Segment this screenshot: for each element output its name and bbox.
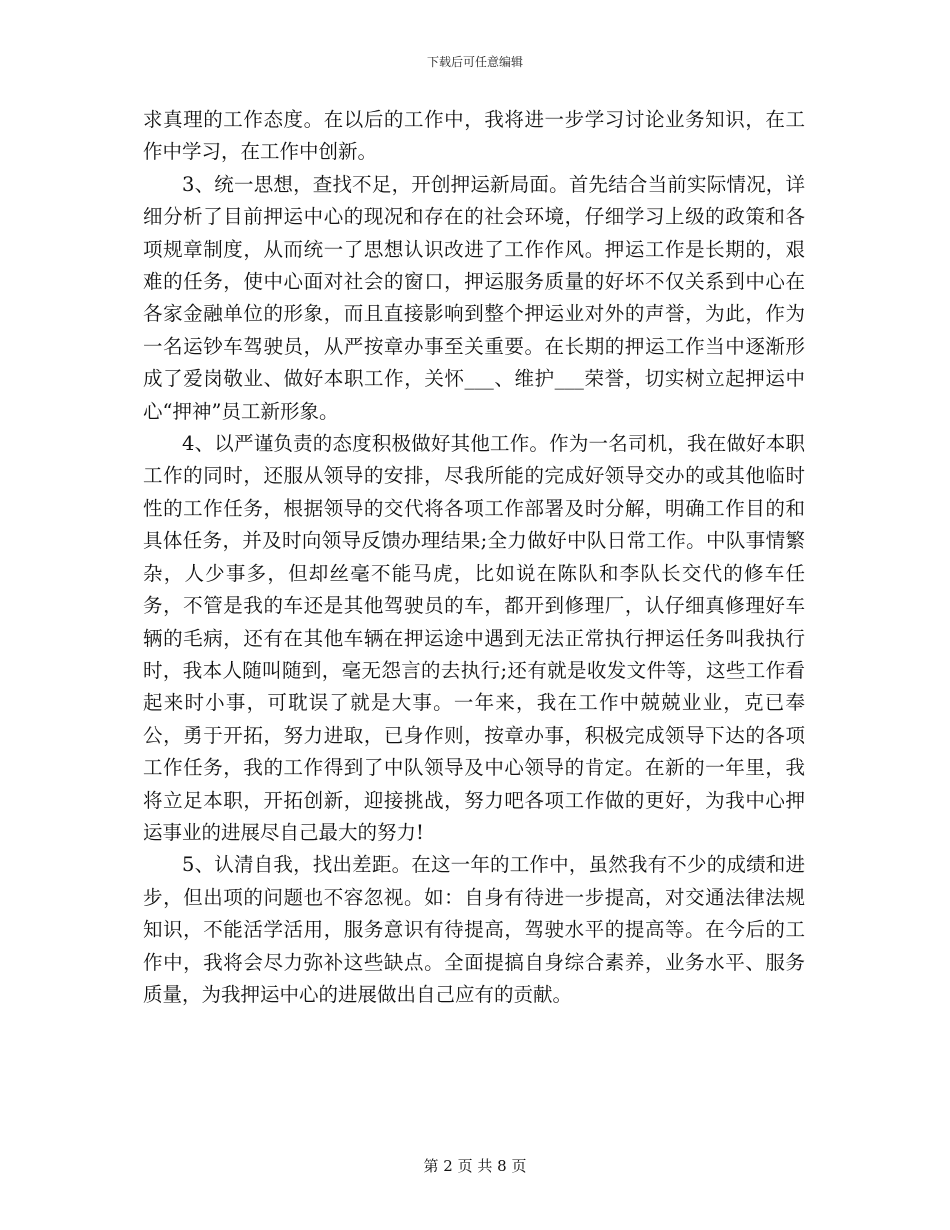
page-header: 下载后可任意编辑: [426, 55, 523, 69]
paragraph-item-4: 4、以严谨负责的态度积极做好其他工作。作为一名司机，我在做好本职工作的同时，还服从领导的安排，尽我所能的完成好领导交办的或其他临时性的工作任务，根据领导的交代将各项工作部署及时分解，明确工作目的和具体任务，并及时向领导反馈办理结果;全力做好中队日常工作。中队事情繁杂，人少事多，但却丝毫不能马虎，比如说在陈队和李队长交代的修车任务，不管是我的车还是其他驾驶员的车，都开到修理厂，认仔细真修理好车辆的毛病，还有在其他车辆在押运途中遇到无法正常执行押运任务叫我执行时，我本人随叫随到，毫无怨言的去执行;还有就是收发文件等，这些工作看起来时小事，可耽误了就是大事。一年来，我在工作中兢兢业业，克已奉公，勇于开拓，努力进取，已身作则，按章办事，积极完成领导下达的各项工作任务，我的工作得到了中队领导及中心领导的肯定。在新的一年里，我将立足本职，开拓创新，迎接挑战，努力吧各项工作做的更好，为我中心押运事业的进展尽自己最大的努力!: [143, 432, 805, 844]
paragraph-item-3: 3、统一思想，查找不足，开创押运新局面。首先结合当前实际情况，详细分析了目前押运中心的现况和存在的社会环境，仔细学习上级的政策和各项规章制度，从而统一了思想认识改进了工作作风。押运工作是长期的，艰难的任务，使中心面对社会的窗口，押运服务质量的好坏不仅关系到中心在各家金融单位的形象，而且直接影响到整个押运业对外的声誉，为此，作为一名运钞车驾驶员，从严按章办事至关重要。在长期的押运工作当中逐渐形成了爱岗敬业、做好本职工作，关怀___、维护___荣誉，切实树立起押运中心“押神”员工新形象。: [143, 172, 805, 423]
document-body: [143, 104, 805, 1011]
page-number-footer: 第 2 页 共 8 页: [423, 1157, 527, 1175]
paragraph-item-5: 5、认清自我，找出差距。在这一年的工作中，虽然我有不少的成绩和进步，但出项的问题也不容忽视。如：自身有待进一步提高，对交通法律法规知识，不能活学活用，服务意识有待提高，驾驶水平的提高等。在今后的工作中，我将会尽力弥补这些缺点。全面提搞自身综合素养，业务水平、服务质量，为我押运中心的进展做出自己应有的贡献。: [143, 853, 805, 1006]
paragraph-continuation: 求真理的工作态度。在以后的工作中，我将进一步学习讨论业务知识，在工作中学习，在工作中创新。: [143, 108, 805, 164]
